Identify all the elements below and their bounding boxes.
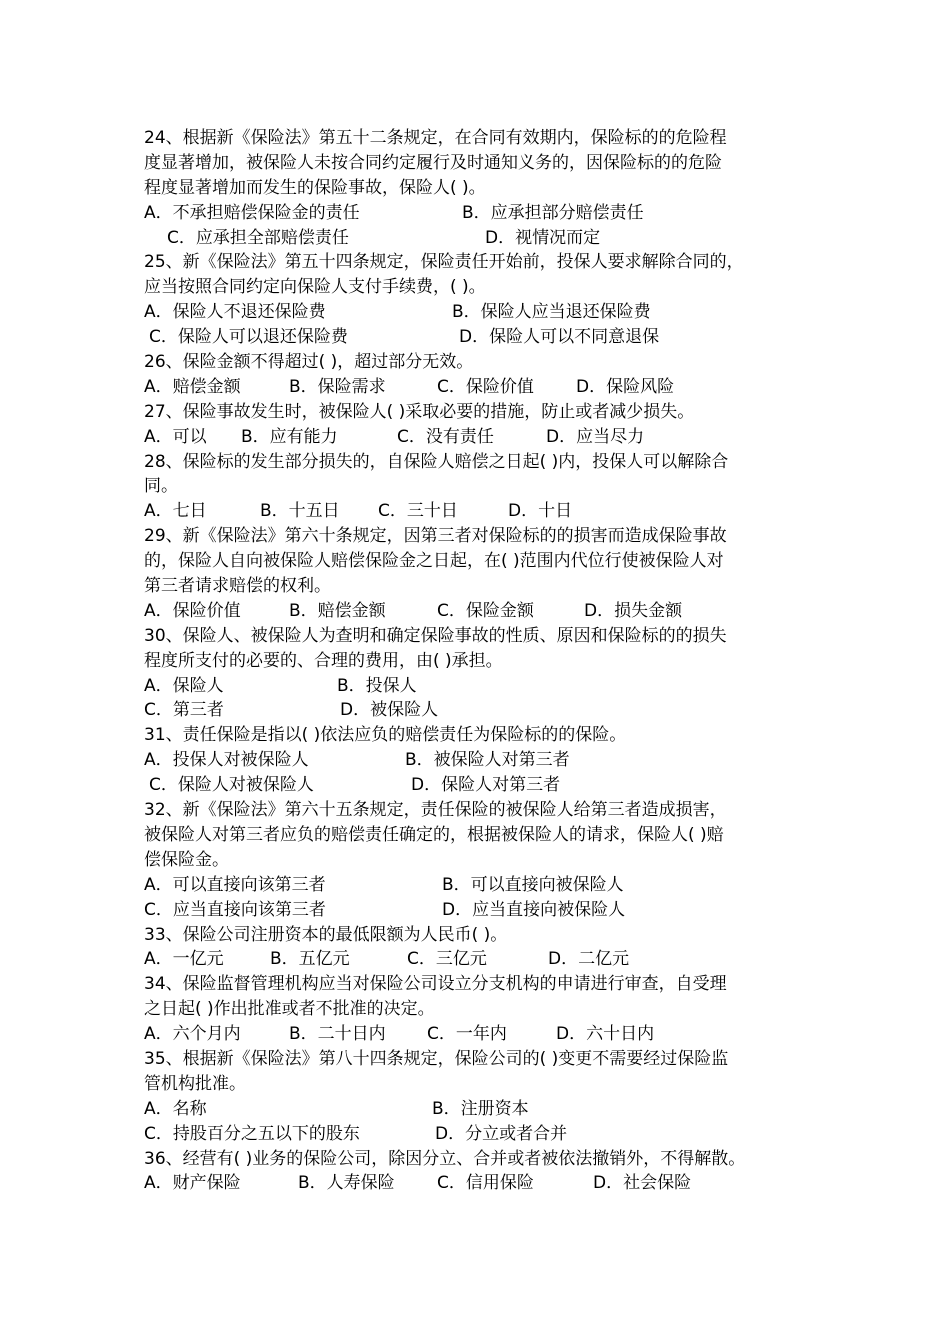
question-24	[144, 126, 824, 250]
question-text-line: 32、新《保险法》第六十五条规定，责任保险的被保险人给第三者造成损害，	[144, 800, 727, 821]
answer-option: B．注册资本	[432, 1098, 529, 1119]
option-row	[144, 375, 824, 400]
answer-option: D．保险人可以不同意退保	[459, 327, 660, 348]
option-row	[144, 898, 824, 923]
answer-option: B．投保人	[337, 675, 417, 696]
answer-option: A．保险人	[144, 675, 224, 696]
question-text-line: 29、新《保险法》第六十条规定，因第三者对保险标的的损害而造成保险事故	[144, 526, 727, 547]
option-row	[144, 599, 824, 624]
answer-option: B．二十日内	[289, 1024, 386, 1045]
question-text-line: 的，保险人自向被保险人赔偿保险金之日起，在( )范围内代位行使被保险人对	[144, 551, 724, 572]
answer-option: C．保险人对被保险人	[149, 775, 314, 796]
question-text-line: 33、保险公司注册资本的最低限额为人民币( )。	[144, 924, 508, 945]
answer-option: C．一年内	[427, 1024, 507, 1045]
answer-option: C．保险价值	[437, 376, 534, 397]
answer-option: A．保险价值	[144, 600, 241, 621]
question-text-line: 管机构批准。	[144, 1073, 246, 1094]
answer-option: A．七日	[144, 501, 207, 522]
option-row	[144, 748, 824, 773]
question-text-line: 31、责任保险是指以( )依法应负的赔偿责任为保险标的的保险。	[144, 725, 627, 746]
question-36	[144, 1147, 824, 1197]
answer-option: B．十五日	[260, 501, 340, 522]
question-text-line: 同。	[144, 476, 178, 497]
answer-option: B．可以直接向被保险人	[442, 874, 624, 895]
question-text-line: 度显著增加，被保险人未按合同约定履行及时通知义务的，因保险标的的危险	[144, 152, 722, 173]
question-26	[144, 350, 824, 400]
question-text-line: 30、保险人、被保险人为查明和确定保险事故的性质、原因和保险标的的损失	[144, 625, 727, 646]
option-row	[144, 674, 824, 699]
option-row	[144, 1022, 824, 1047]
option-row	[144, 773, 824, 798]
answer-option: D．六十日内	[556, 1024, 655, 1045]
question-34	[144, 972, 824, 1047]
option-row	[144, 1171, 824, 1196]
question-30	[144, 624, 824, 724]
answer-option: C．三亿元	[407, 949, 487, 970]
option-row	[144, 201, 824, 226]
answer-option: A．赔偿金额	[144, 376, 241, 397]
answer-option: C．保险金额	[437, 600, 534, 621]
question-text-line: 应当按照合同约定向保险人支付手续费，( )。	[144, 277, 486, 298]
answer-option: B．保险需求	[289, 376, 386, 397]
answer-option: C．保险人可以退还保险费	[149, 327, 348, 348]
answer-option: D．应当尽力	[546, 426, 645, 447]
answer-option: D．被保险人	[340, 700, 439, 721]
answer-option: C．持股百分之五以下的股东	[144, 1123, 360, 1144]
answer-option: A．保险人不退还保险费	[144, 302, 326, 323]
question-25	[144, 250, 824, 350]
answer-option: D．分立或者合并	[435, 1123, 568, 1144]
question-text-line: 28、保险标的发生部分损失的，自保险人赔偿之日起( )内，投保人可以解除合	[144, 451, 729, 472]
question-list	[144, 126, 824, 1196]
answer-option: A．不承担赔偿保险金的责任	[144, 202, 360, 223]
answer-option: D．损失金额	[584, 600, 683, 621]
answer-option: A．名称	[144, 1098, 207, 1119]
answer-option: D．十日	[508, 501, 573, 522]
question-text-line: 34、保险监督管理机构应当对保险公司设立分支机构的申请进行审查，自受理	[144, 974, 727, 995]
option-row	[144, 1122, 824, 1147]
answer-option: C．三十日	[378, 501, 458, 522]
question-text-line: 27、保险事故发生时，被保险人( )采取必要的措施，防止或者减少损失。	[144, 401, 695, 422]
answer-option: D．保险人对第三者	[411, 775, 561, 796]
answer-option: A．六个月内	[144, 1024, 241, 1045]
answer-option: C．没有责任	[397, 426, 494, 447]
option-row	[144, 499, 824, 524]
answer-option: B．应有能力	[241, 426, 338, 447]
answer-option: C．第三者	[144, 700, 224, 721]
question-27	[144, 400, 824, 450]
question-33	[144, 923, 824, 973]
option-row	[144, 947, 824, 972]
answer-option: D．视情况而定	[485, 227, 601, 248]
answer-option: B．赔偿金额	[289, 600, 386, 621]
question-text-line: 偿保险金。	[144, 849, 229, 870]
answer-option: A．可以直接向该第三者	[144, 874, 326, 895]
answer-option: A．投保人对被保险人	[144, 750, 309, 771]
question-29	[144, 524, 824, 624]
question-text-line: 26、保险金额不得超过( )，超过部分无效。	[144, 352, 474, 373]
question-text-line: 程度显著增加而发生的保险事故，保险人( )。	[144, 177, 486, 198]
question-text-line: 35、根据新《保险法》第八十四条规定，保险公司的( )变更不需要经过保险监	[144, 1048, 729, 1069]
question-text-line: 被保险人对第三者应负的赔偿责任确定的，根据被保险人的请求，保险人( )赔	[144, 824, 724, 845]
option-row	[144, 226, 824, 251]
answer-option: B．应承担部分赔偿责任	[462, 202, 644, 223]
answer-option: B．人寿保险	[298, 1173, 395, 1194]
question-text-line: 程度所支付的必要的、合理的费用，由( )承担。	[144, 650, 503, 671]
answer-option: D．应当直接向被保险人	[442, 899, 626, 920]
question-text-line: 第三者请求赔偿的权利。	[144, 576, 331, 597]
answer-option: C．应承担全部赔偿责任	[167, 227, 349, 248]
question-text-line: 24、根据新《保险法》第五十二条规定，在合同有效期内，保险标的的危险程	[144, 128, 727, 148]
question-text-line: 之日起( )作出批准或者不批准的决定。	[144, 999, 435, 1020]
answer-option: A．可以	[144, 426, 207, 447]
question-28	[144, 450, 824, 525]
answer-option: D．保险风险	[576, 376, 675, 397]
answer-option: C．信用保险	[437, 1173, 534, 1194]
question-text-line: 25、新《保险法》第五十四条规定，保险责任开始前，投保人要求解除合同的，	[144, 252, 744, 273]
answer-option: D．社会保险	[593, 1173, 692, 1194]
question-35	[144, 1047, 824, 1147]
question-31	[144, 723, 824, 798]
answer-option: D．二亿元	[548, 949, 630, 970]
answer-option: A．一亿元	[144, 949, 224, 970]
question-text-line: 36、经营有( )业务的保险公司，除因分立、合并或者被依法撤销外，不得解散。	[144, 1148, 746, 1169]
option-row	[144, 698, 824, 723]
answer-option: B．五亿元	[270, 949, 350, 970]
answer-option: B．被保险人对第三者	[405, 750, 570, 771]
question-32	[144, 798, 824, 922]
option-row	[144, 300, 824, 325]
answer-option: B．保险人应当退还保险费	[452, 302, 651, 323]
answer-option: C．应当直接向该第三者	[144, 899, 326, 920]
answer-option: A．财产保险	[144, 1173, 241, 1194]
option-row	[144, 325, 824, 350]
option-row	[144, 873, 824, 898]
option-row	[144, 1097, 824, 1122]
option-row	[144, 425, 824, 450]
